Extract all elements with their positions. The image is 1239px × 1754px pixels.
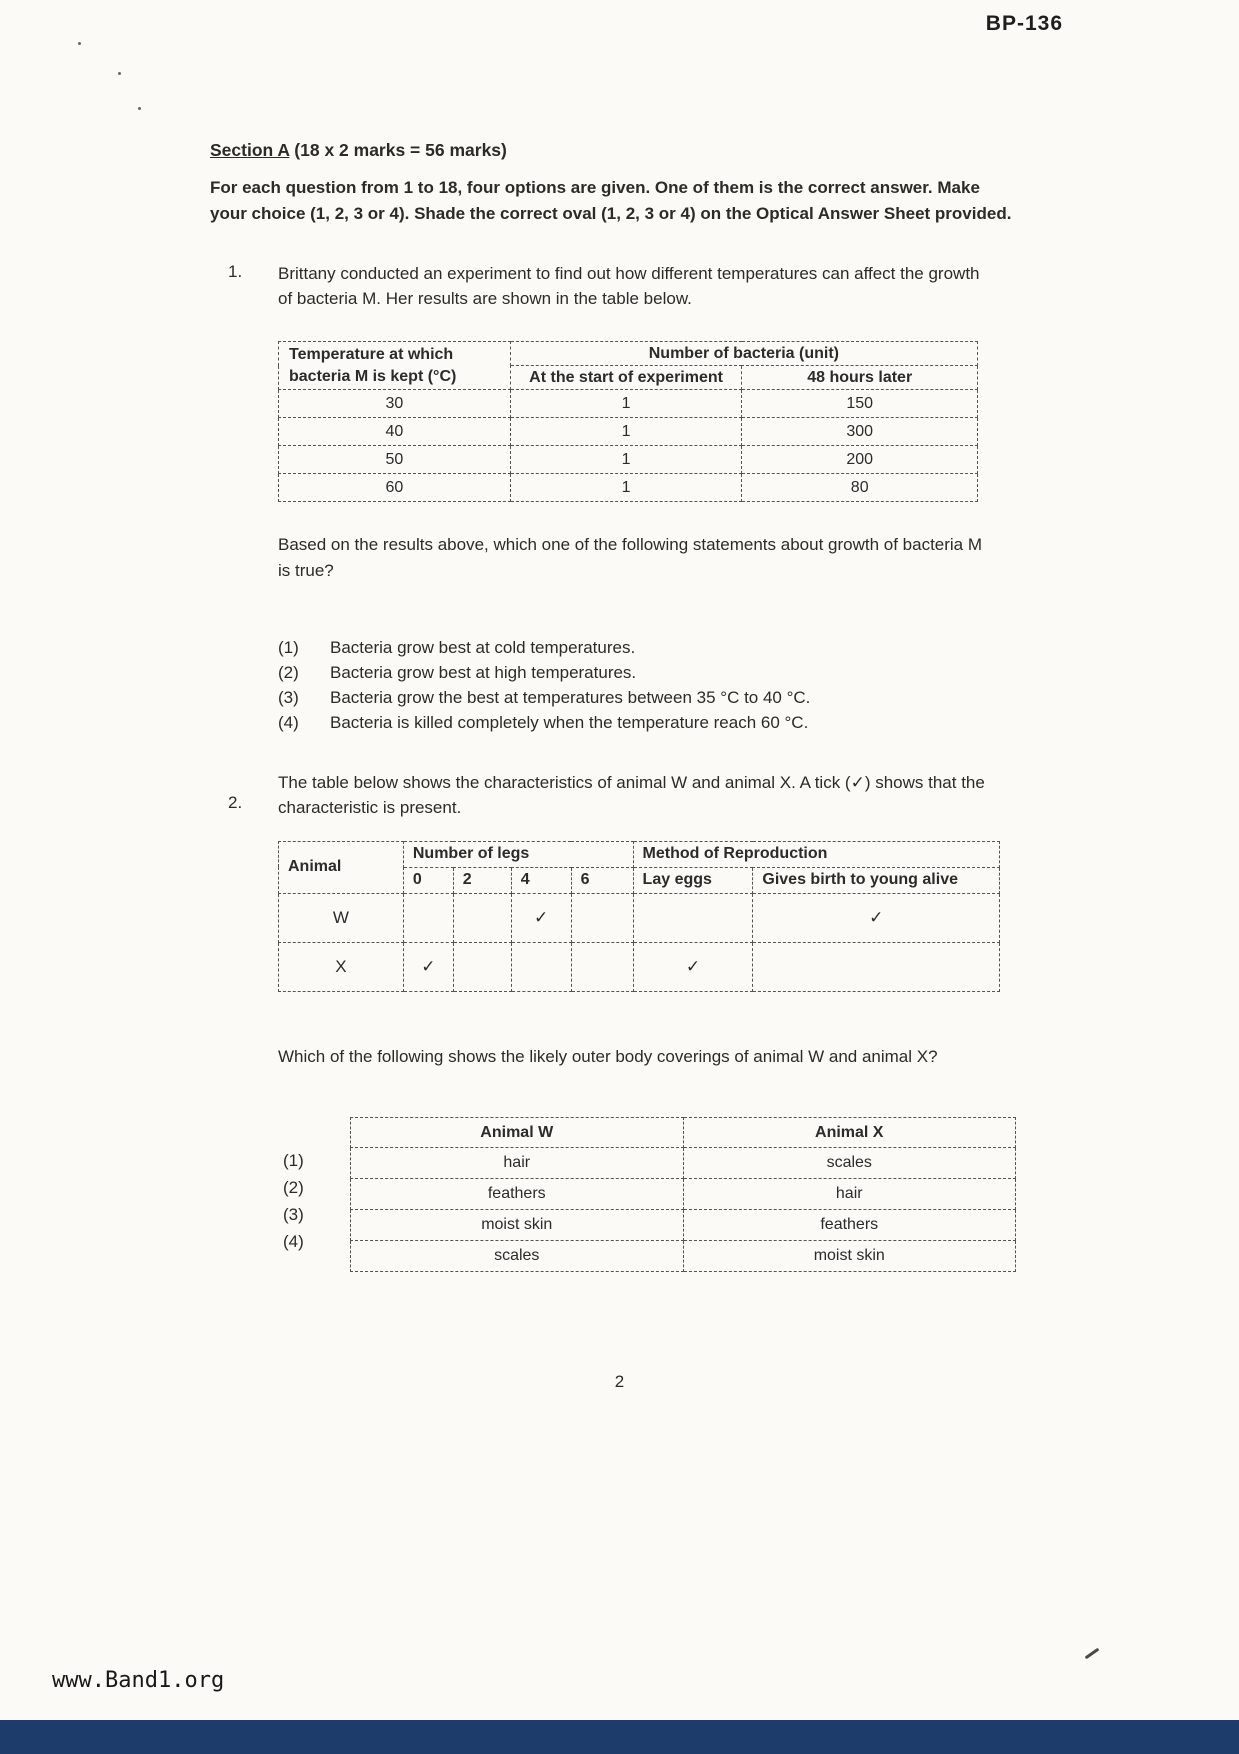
scan-artifact <box>1085 1648 1100 1660</box>
cell: scales <box>683 1148 1016 1179</box>
cell: 1 <box>510 446 742 474</box>
question-1-stem: Brittany conducted an experiment to find out how different temperatures can affect the growth of bacteria M. Her results are shown in the table below. <box>278 264 980 308</box>
table-row <box>351 1118 1016 1148</box>
table-row <box>351 1179 1016 1210</box>
option-text: Bacteria grow best at high temperatures. <box>330 663 637 683</box>
q1-subheader-later: 48 hours later <box>742 366 978 390</box>
table-row <box>279 841 1000 867</box>
q2-legs-col-6: 6 <box>571 867 633 893</box>
watermark-url: www.Band1.org <box>52 1668 225 1693</box>
question-1-number: 1. <box>228 262 243 281</box>
question-1-body <box>278 262 1020 735</box>
scan-artifact <box>118 72 121 75</box>
cell: 150 <box>742 390 978 418</box>
question-2-text: Which of the following shows the likely outer body coverings of animal W and animal X? <box>278 1046 938 1066</box>
tick-cell: ✓ <box>403 942 453 991</box>
option-label: (2) <box>278 663 299 683</box>
cell: 300 <box>742 418 978 446</box>
q2-legs-header: Number of legs <box>403 841 633 867</box>
tick-cell <box>753 942 1000 991</box>
tick-cell <box>633 893 753 942</box>
option-2 <box>278 660 1020 685</box>
cell: 1 <box>510 474 742 502</box>
tick-cell <box>453 942 511 991</box>
option-label: (3) <box>283 1205 304 1225</box>
cell: feathers <box>683 1210 1016 1241</box>
cell: 50 <box>279 446 511 474</box>
cell: hair <box>683 1179 1016 1210</box>
page-number: 2 <box>614 1372 625 1391</box>
scan-artifact <box>138 107 141 110</box>
cell: 1 <box>510 418 742 446</box>
tick-cell: ✓ <box>633 942 753 991</box>
option-text: Bacteria is killed completely when the temperature reach 60 °C. <box>330 713 809 733</box>
cell-animal-w: W <box>279 893 404 942</box>
table-row <box>279 446 978 474</box>
q2-repro-col-birth: Gives birth to young alive <box>753 867 1000 893</box>
option-label: (4) <box>278 713 299 733</box>
scan-artifact <box>78 42 81 45</box>
section-heading <box>210 140 1020 161</box>
option-text: Bacteria grow best at cold temperatures. <box>330 638 636 658</box>
tick-cell <box>571 893 633 942</box>
option-text: Bacteria grow the best at temperatures between 35 °C to 40 °C. <box>330 688 811 708</box>
section-heading-label: Section A <box>210 140 290 160</box>
table-row <box>279 474 978 502</box>
cell: hair <box>351 1148 684 1179</box>
page-content <box>210 140 1020 1272</box>
cell-animal-x: X <box>279 942 404 991</box>
table-row <box>351 1241 1016 1272</box>
cell: 200 <box>742 446 978 474</box>
q2-coverings-table <box>350 1117 1016 1272</box>
q2-animal-header: Animal <box>279 841 404 893</box>
q2-legs-col-4: 4 <box>511 867 571 893</box>
tick-cell <box>571 942 633 991</box>
question-1 <box>210 262 1020 735</box>
cell: scales <box>351 1241 684 1272</box>
option-4 <box>278 710 1020 735</box>
option-label: (1) <box>278 638 299 658</box>
cell: feathers <box>351 1179 684 1210</box>
option-label: (2) <box>283 1178 304 1198</box>
table-row <box>279 390 978 418</box>
question-2-number: 2. <box>228 793 243 813</box>
tick-cell <box>403 893 453 942</box>
table-row <box>279 418 978 446</box>
question-2-options <box>278 1117 1020 1272</box>
tick-cell: ✓ <box>753 893 1000 942</box>
table-row <box>279 893 1000 942</box>
q2-characteristics-table <box>278 841 1000 992</box>
option-labels <box>278 1117 350 1272</box>
option-label: (3) <box>278 688 299 708</box>
cell: 80 <box>742 474 978 502</box>
option-label: (1) <box>283 1151 304 1171</box>
q1-group-header: Number of bacteria (unit) <box>510 342 977 366</box>
tick-cell: ✓ <box>511 893 571 942</box>
question-2 <box>210 771 1020 1272</box>
option-3 <box>278 685 1020 710</box>
cell: 60 <box>279 474 511 502</box>
tick-cell <box>453 893 511 942</box>
section-instructions: For each question from 1 to 18, four options are given. One of them is the correct answer. Make your choice (1, 2, 3 or 4). Shade the correct oval (1, 2, 3 or 4) on the Optical Answer Sheet provided. <box>210 178 1012 223</box>
question-1-text: Based on the results above, which one of the following statements about growth of bacteria M is true? <box>278 535 983 580</box>
cell: 1 <box>510 390 742 418</box>
option-1 <box>278 635 1020 660</box>
q2-legs-col-2: 2 <box>453 867 511 893</box>
question-2-body <box>278 771 1020 1272</box>
question-2-stem: The table below shows the characteristics of animal W and animal X. A tick (✓) shows that the characteristic is present. <box>278 773 985 818</box>
cell: moist skin <box>351 1210 684 1241</box>
table-row <box>279 342 978 366</box>
q1-temperature-header: Temperature at which bacteria M is kept (°C) <box>279 342 511 390</box>
q1-subheader-start: At the start of experiment <box>510 366 742 390</box>
table-row <box>351 1148 1016 1179</box>
doc-code: BP-136 <box>985 12 1063 35</box>
q2-repro-col-eggs: Lay eggs <box>633 867 753 893</box>
cell: 30 <box>279 390 511 418</box>
section-heading-marks: (18 x 2 marks = 56 marks) <box>289 140 507 160</box>
cell: moist skin <box>683 1241 1016 1272</box>
question-1-options <box>278 635 1020 735</box>
table-row <box>351 1210 1016 1241</box>
q2-legs-col-0: 0 <box>403 867 453 893</box>
cell: 40 <box>279 418 511 446</box>
table-row <box>279 942 1000 991</box>
coverings-header-w: Animal W <box>351 1118 684 1148</box>
coverings-header-x: Animal X <box>683 1118 1016 1148</box>
q2-repro-header: Method of Reproduction <box>633 841 999 867</box>
q1-results-table <box>278 341 978 502</box>
option-label: (4) <box>283 1232 304 1252</box>
footer-bar <box>0 1720 1239 1754</box>
tick-cell <box>511 942 571 991</box>
